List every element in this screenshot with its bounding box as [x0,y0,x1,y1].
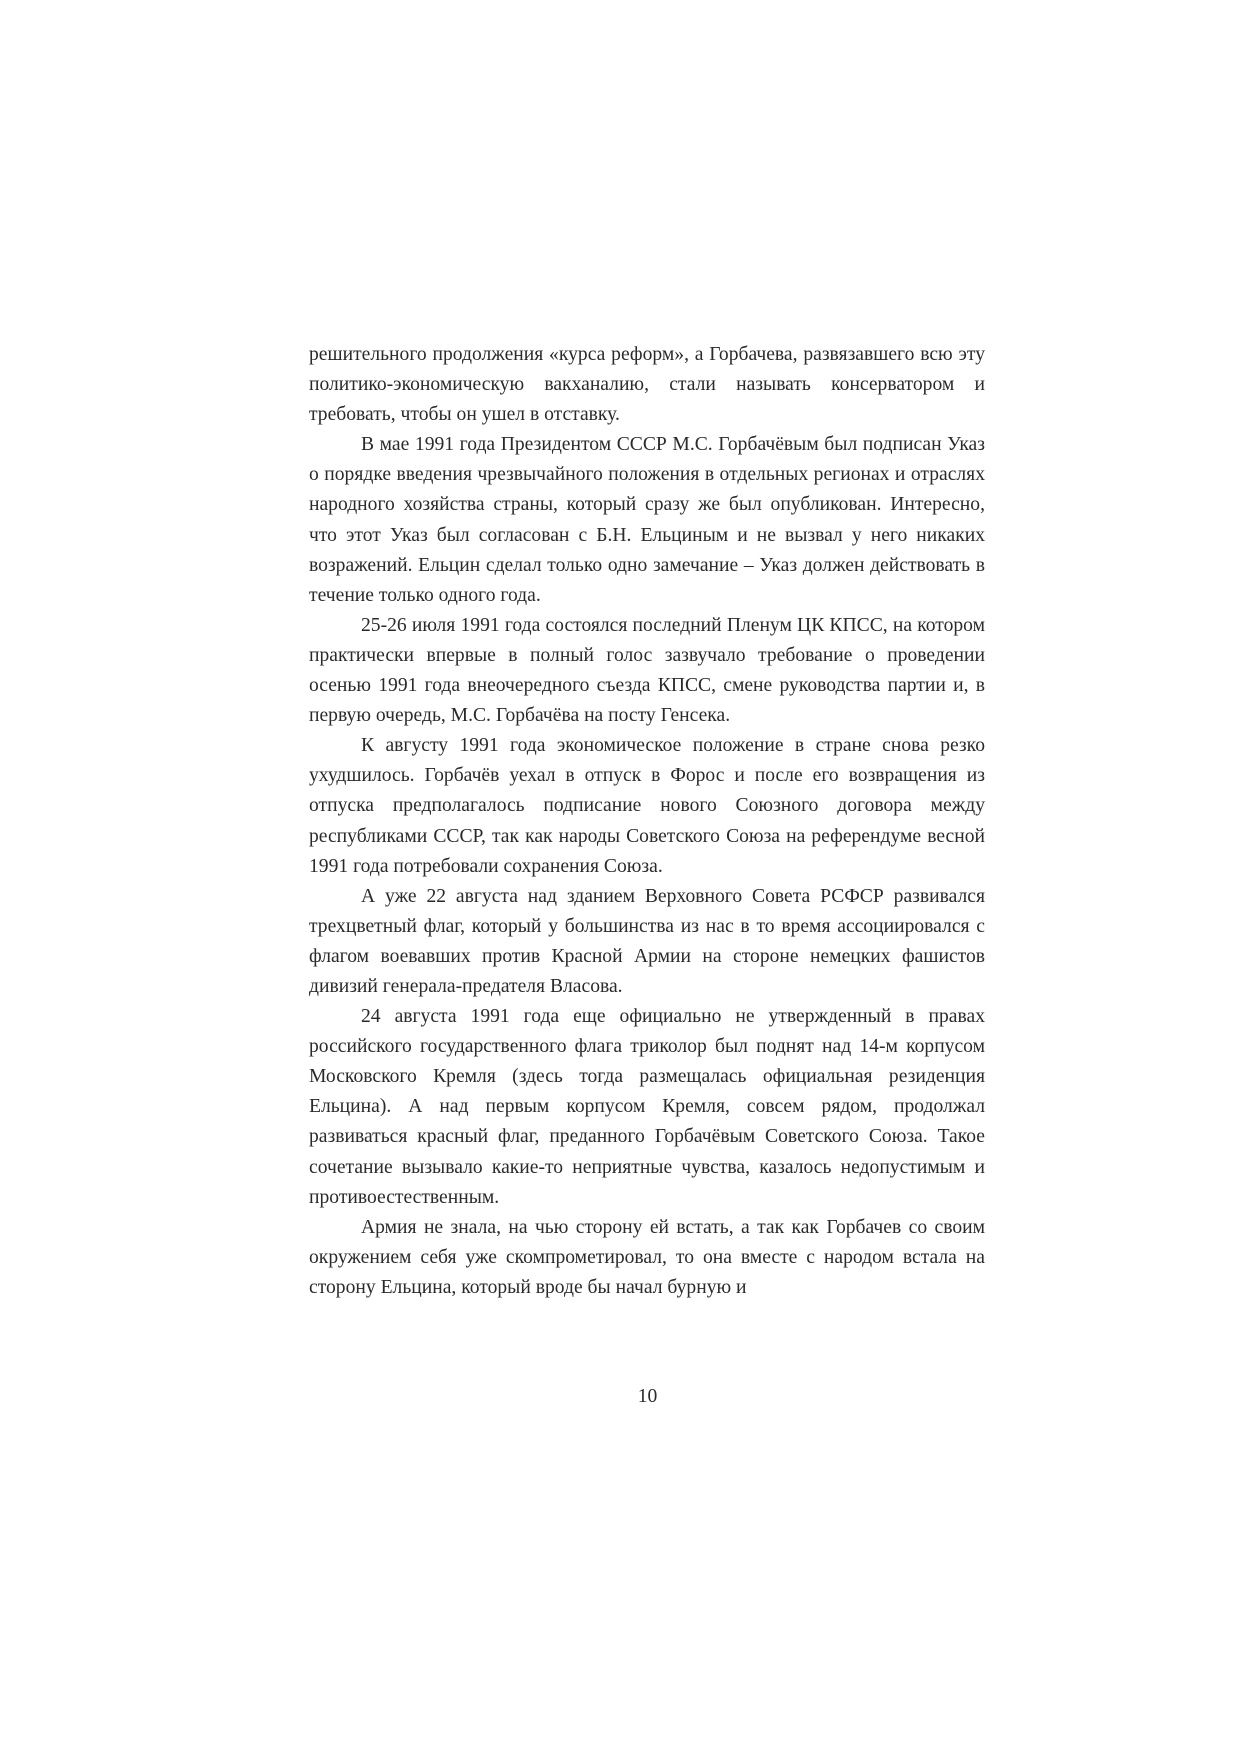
paragraph-3: 25-26 июля 1991 года состоялся последний Пленум ЦК КПСС, на котором практически впервые в полный голос зазвучало требование о проведении осенью 1991 года внеочередного съезда КПСС, смене руководства партии и, в первую очередь, М.С. Горбачёва на посту Генсека. [309,614,985,727]
page-number: 10 [637,1386,658,1407]
paragraph-6: 24 августа 1991 года еще официально не утвержденный в правах российского государственного флага триколор был поднят над 14-м корпусом Московского Кремля (здесь тогда размещалась официальная резиденция Ельцина). А над первым корпусом Кремля, совсем рядом, продолжал развиваться красный флаг, преданного Горбачёвым Советского Союза. Такое сочетание вызывало какие-то неприятные чувства, казалось недопустимым и противоестественным. [309,1006,985,1208]
paragraph-5: А уже 22 августа над зданием Верховного Совета РСФСР развивался трехцветный флаг, который у большинства из нас в то время ассоциировался с флагом воевавших против Красной Армии на стороне немецких фашистов дивизий генерала-предателя Власова. [309,885,985,997]
paragraph-1: решительного продолжения «курса реформ», а Горбачева, развязавшего всю эту политико-экономическую вакханалию, стали называть консерватором и требовать, чтобы он ушел в отставку. [309,344,985,426]
paragraph-2: В мае 1991 года Президентом СССР М.С. Горбачёвым был подписан Указ о порядке введения чрезвычайного положения в отдельных регионах и отраслях народного хозяйства страны, который сразу же был опубликован. Интересно, что этот Указ был согласован с Б.Н. Ельциным и не вызвал у него никаких возражений. Ельцин сделал только одно замечание – Указ должен действовать в течение только одного года. [309,434,985,606]
body-text [309,340,985,1303]
paragraph-4: К августу 1991 года экономическое положение в стране снова резко ухудшилось. Горбачёв уехал в отпуск в Форос и после его возвращения из отпуска предполагалось подписание нового Союзного договора между республиками СССР, так как народы Советского Союза на референдуме весной 1991 года потребовали сохранения Союза. [309,735,985,877]
paragraph-7: Армия не знала, на чью сторону ей встать, а так как Горбачев со своим окружением себя уже скомпрометировал, то она вместе с народом встала на сторону Ельцина, который вроде бы начал бурную и [309,1216,985,1298]
